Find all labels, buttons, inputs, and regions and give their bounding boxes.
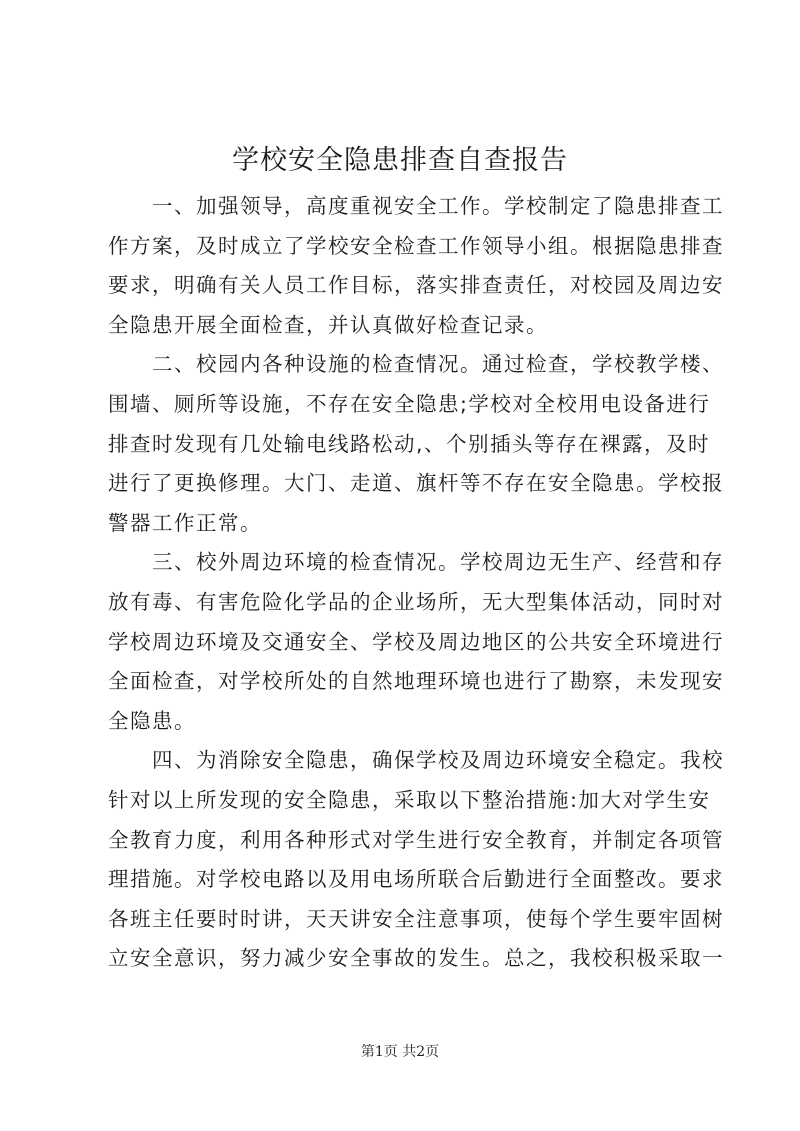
paragraph-4-line-2: 针对以上所发现的安全隐患，采取以下整治措施:加大对学生安 xyxy=(108,787,711,812)
paragraph-4-line-4: 理措施。对学校电路以及用电场所联合后勤进行全面整改。要求 xyxy=(108,867,724,892)
paragraph-3-line-2: 放有毒、有害危险化学品的企业场所，无大型集体活动，同时对 xyxy=(108,589,724,614)
paragraph-4-line-3: 全教育力度，利用各种形式对学生进行安全教育，并制定各项管 xyxy=(108,827,724,852)
paragraph-3-line-3: 学校周边环境及交通安全、学校及周边地区的公共安全环境进行 xyxy=(108,629,724,654)
paragraph-2-line-2: 围墙、厕所等设施，不存在安全隐患;学校对全校用电设备进行 xyxy=(108,391,711,416)
paragraph-3-line-1: 三、校外周边环境的检查情况。学校周边无生产、经营和存 xyxy=(152,550,724,575)
document-title: 学校安全隐患排查自查报告 xyxy=(232,145,568,176)
paragraph-2-line-4: 进行了更换修理。大门、走道、旗杆等不存在安全隐患。学校报 xyxy=(108,471,724,496)
paragraph-1-line-2: 作方案，及时成立了学校安全检查工作领导小组。根据隐患排查 xyxy=(108,233,724,258)
paragraph-4-line-6: 立安全意识，努力减少安全事故的发生。总之，我校积极采取一 xyxy=(108,946,724,971)
paragraph-3-line-5: 全隐患。 xyxy=(108,708,196,733)
paragraph-1-line-4: 全隐患开展全面检查，并认真做好检查记录。 xyxy=(108,312,548,337)
page-footer: 第1页 共2页 xyxy=(360,1044,440,1060)
paragraph-2-line-1: 二、校园内各种设施的检查情况。通过检查，学校教学楼、 xyxy=(152,352,724,377)
paragraph-3-line-4: 全面检查，对学校所处的自然地理环境也进行了勘察，未发现安 xyxy=(108,669,724,694)
paragraph-4-line-5: 各班主任要时时讲，天天讲安全注意事项，使每个学生要牢固树 xyxy=(108,906,724,931)
paragraph-2-line-3: 排查时发现有几处输电线路松动,、个别插头等存在裸露，及时 xyxy=(108,431,711,456)
document-body xyxy=(108,187,724,979)
paragraph-1-line-1: 一、加强领导，高度重视安全工作。学校制定了隐患排查工 xyxy=(152,194,724,218)
paragraph-4-line-1: 四、为消除安全隐患，确保学校及周边环境安全稳定。我校 xyxy=(152,748,724,773)
paragraph-2-line-5: 警器工作正常。 xyxy=(108,510,262,535)
paragraph-1-line-3: 要求，明确有关人员工作目标，落实排查责任，对校园及周边安 xyxy=(108,273,724,298)
